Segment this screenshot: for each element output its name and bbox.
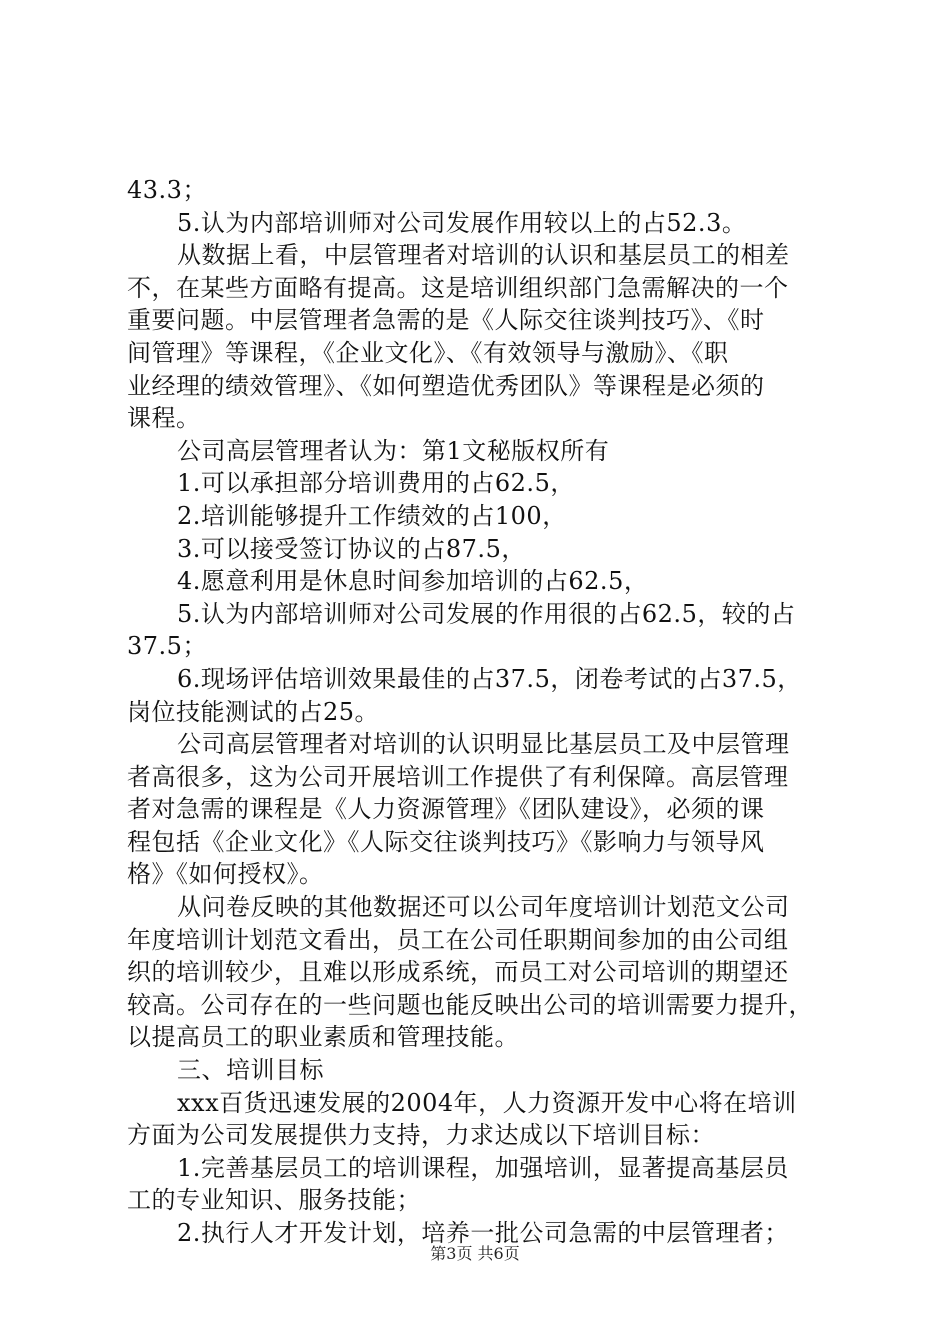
text-line: 5.认为内部培训师对公司发展的作用很的占62.5，较的占 <box>177 599 796 628</box>
text-line: 6.现场评估培训效果最佳的占37.5，闭卷考试的占37.5， <box>177 664 802 693</box>
text-line: 工的专业知识、服务技能； <box>127 1186 421 1215</box>
text-line: 较高。公司存在的一些问题也能反映出公司的培训需要力提升， <box>127 990 813 1019</box>
text-line: 从数据上看，中层管理者对培训的认识和基层员工的相差 <box>177 241 790 270</box>
text-line: 织的培训较少，且难以形成系统，而员工对公司培训的期望还 <box>127 958 789 987</box>
text-line: 从问卷反映的其他数据还可以公司年度培训计划范文公司 <box>177 893 790 922</box>
page-footer <box>0 1244 950 1264</box>
text-line: 不，在某些方面略有提高。这是培训组织部门急需解决的一个 <box>127 273 789 302</box>
page-number-label: 第3页 共6页 <box>430 1244 520 1263</box>
text-line: 4.愿意利用是休息时间参加培训的占62.5， <box>177 567 649 596</box>
text-line: 5.认为内部培训师对公司发展作用较以上的占52.3。 <box>177 208 747 237</box>
text-line: 1.可以承担部分培训费用的占62.5， <box>177 469 575 498</box>
text-line: 2.培训能够提升工作绩效的占100， <box>177 501 567 530</box>
text-line: 间管理》等课程，《企业文化》、《有效领导与激励》、《职 <box>127 338 729 367</box>
text-line: 1.完善基层员工的培训课程，加强培训，显著提高基层员 <box>177 1153 789 1182</box>
text-line: 2.执行人才开发计划，培养一批公司急需的中层管理者； <box>177 1219 789 1247</box>
text-line: xxx百货迅速发展的2004年，人力资源开发中心将在培训 <box>177 1088 797 1117</box>
text-line: 岗位技能测试的占25。 <box>127 697 380 726</box>
text-line: 三、培训目标 <box>177 1056 324 1085</box>
text-line: 业经理的绩效管理》、《如何塑造优秀团队》等课程是必须的 <box>127 371 765 400</box>
text-line: 年度培训计划范文看出，员工在公司任职期间参加的由公司组 <box>127 925 789 954</box>
text-line: 3.可以接受签订协议的占87.5， <box>177 534 526 563</box>
text-line: 重要问题。中层管理者急需的是《人际交往谈判技巧》、《时 <box>127 306 765 335</box>
text-line: 格》《如何授权》。 <box>127 860 324 889</box>
text-line: 公司高层管理者对培训的认识明显比基层员工及中层管理 <box>177 730 790 759</box>
text-line: 以提高员工的职业素质和管理技能。 <box>127 1023 519 1052</box>
document-body <box>127 174 833 1250</box>
text-line: 者高很多，这为公司开展培训工作提供了有利保障。高层管理 <box>127 762 789 791</box>
text-line: 方面为公司发展提供力支持，力求达成以下培训目标： <box>127 1121 715 1150</box>
text-line: 43.3； <box>127 176 207 204</box>
text-line: 公司高层管理者认为：第1文秘版权所有 <box>177 436 610 465</box>
text-line: 37.5； <box>127 632 207 661</box>
text-line: 程包括《企业文化》《人际交往谈判技巧》《影响力与领导风 <box>127 827 765 856</box>
text-line: 课程。 <box>127 404 201 433</box>
text-line: 者对急需的课程是《人力资源管理》《团队建设》，必须的课 <box>127 795 765 824</box>
